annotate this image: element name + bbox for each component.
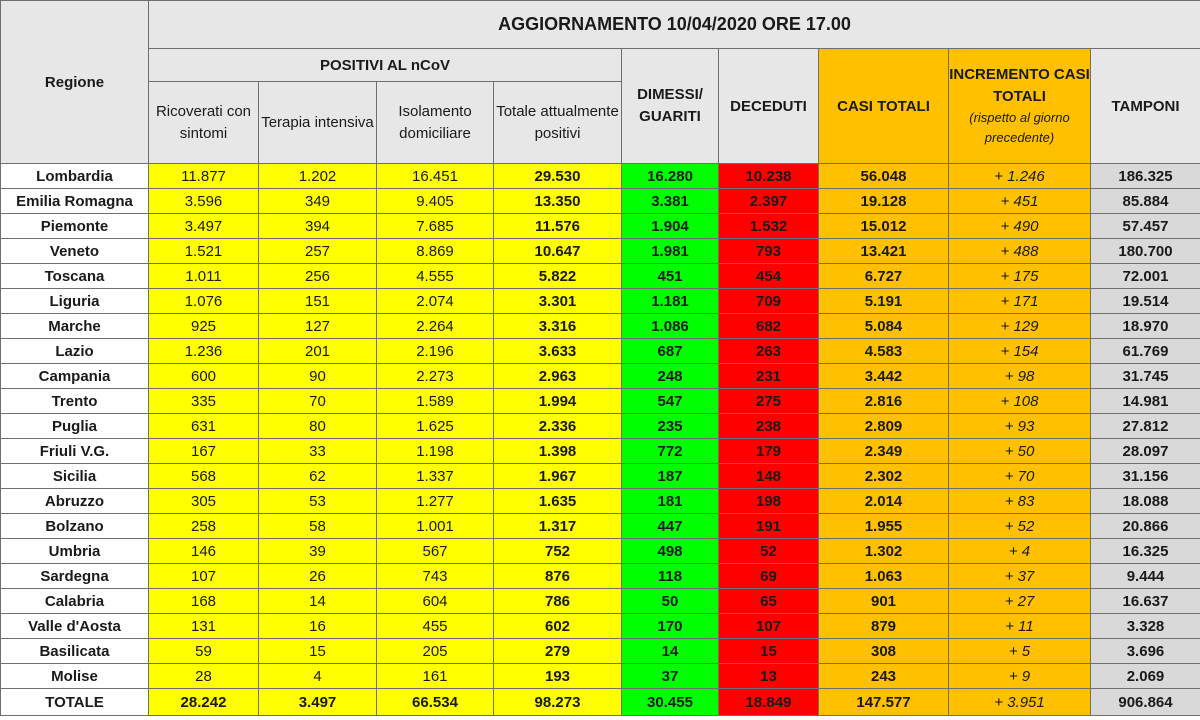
positivi-cell: 5.822 bbox=[494, 264, 622, 289]
table-row bbox=[1, 514, 1200, 539]
header-casi-totali: CASI TOTALI bbox=[819, 49, 949, 164]
dimessi-cell: 14 bbox=[622, 639, 719, 664]
table-row bbox=[1, 364, 1200, 389]
ricoverati-cell: 3.596 bbox=[149, 189, 259, 214]
incremento-cell: + 451 bbox=[949, 189, 1091, 214]
casi-totali-cell: 56.048 bbox=[819, 164, 949, 189]
ricoverati-cell: 59 bbox=[149, 639, 259, 664]
header-incremento-note: (rispetto al giorno precedente) bbox=[969, 110, 1070, 145]
ricoverati-cell: 146 bbox=[149, 539, 259, 564]
terapia-cell: 62 bbox=[259, 464, 377, 489]
dimessi-cell: 37 bbox=[622, 664, 719, 689]
terapia-cell: 3.497 bbox=[259, 689, 377, 716]
table-row bbox=[1, 289, 1200, 314]
tamponi-cell: 180.700 bbox=[1091, 239, 1200, 264]
table-row bbox=[1, 664, 1200, 689]
dimessi-cell: 547 bbox=[622, 389, 719, 414]
table-body bbox=[1, 164, 1200, 716]
terapia-cell: 16 bbox=[259, 614, 377, 639]
tamponi-cell: 61.769 bbox=[1091, 339, 1200, 364]
dimessi-cell: 30.455 bbox=[622, 689, 719, 716]
deceduti-cell: 1.532 bbox=[719, 214, 819, 239]
incremento-cell: + 4 bbox=[949, 539, 1091, 564]
positivi-cell: 3.301 bbox=[494, 289, 622, 314]
ricoverati-cell: 168 bbox=[149, 589, 259, 614]
casi-totali-cell: 879 bbox=[819, 614, 949, 639]
casi-totali-cell: 1.302 bbox=[819, 539, 949, 564]
tamponi-cell: 72.001 bbox=[1091, 264, 1200, 289]
table-row bbox=[1, 164, 1200, 189]
deceduti-cell: 793 bbox=[719, 239, 819, 264]
terapia-cell: 257 bbox=[259, 239, 377, 264]
incremento-cell: + 98 bbox=[949, 364, 1091, 389]
header-isolamento: Isolamento domiciliare bbox=[377, 82, 494, 164]
deceduti-cell: 10.238 bbox=[719, 164, 819, 189]
deceduti-cell: 107 bbox=[719, 614, 819, 639]
casi-totali-cell: 4.583 bbox=[819, 339, 949, 364]
incremento-cell: + 27 bbox=[949, 589, 1091, 614]
table-row bbox=[1, 264, 1200, 289]
table-row bbox=[1, 189, 1200, 214]
region-cell: Molise bbox=[1, 664, 149, 689]
terapia-cell: 39 bbox=[259, 539, 377, 564]
tamponi-cell: 28.097 bbox=[1091, 439, 1200, 464]
deceduti-cell: 263 bbox=[719, 339, 819, 364]
ricoverati-cell: 107 bbox=[149, 564, 259, 589]
incremento-cell: + 1.246 bbox=[949, 164, 1091, 189]
terapia-cell: 14 bbox=[259, 589, 377, 614]
terapia-cell: 127 bbox=[259, 314, 377, 339]
dimessi-cell: 3.381 bbox=[622, 189, 719, 214]
ricoverati-cell: 600 bbox=[149, 364, 259, 389]
header-ricoverati: Ricoverati con sintomi bbox=[149, 82, 259, 164]
deceduti-cell: 148 bbox=[719, 464, 819, 489]
incremento-cell: + 129 bbox=[949, 314, 1091, 339]
region-cell: Liguria bbox=[1, 289, 149, 314]
casi-totali-cell: 3.442 bbox=[819, 364, 949, 389]
isolamento-cell: 1.277 bbox=[377, 489, 494, 514]
region-cell: Friuli V.G. bbox=[1, 439, 149, 464]
tamponi-cell: 85.884 bbox=[1091, 189, 1200, 214]
header-positivi-group: POSITIVI AL nCoV bbox=[149, 49, 622, 82]
casi-totali-cell: 5.191 bbox=[819, 289, 949, 314]
region-cell: Abruzzo bbox=[1, 489, 149, 514]
terapia-cell: 15 bbox=[259, 639, 377, 664]
ricoverati-cell: 925 bbox=[149, 314, 259, 339]
isolamento-cell: 16.451 bbox=[377, 164, 494, 189]
positivi-cell: 1.317 bbox=[494, 514, 622, 539]
dimessi-cell: 50 bbox=[622, 589, 719, 614]
region-cell: Basilicata bbox=[1, 639, 149, 664]
header-tamponi: TAMPONI bbox=[1091, 49, 1200, 164]
deceduti-cell: 15 bbox=[719, 639, 819, 664]
incremento-cell: + 175 bbox=[949, 264, 1091, 289]
tamponi-cell: 2.069 bbox=[1091, 664, 1200, 689]
deceduti-cell: 238 bbox=[719, 414, 819, 439]
total-row bbox=[1, 689, 1200, 716]
casi-totali-cell: 19.128 bbox=[819, 189, 949, 214]
ricoverati-cell: 28.242 bbox=[149, 689, 259, 716]
tamponi-cell: 3.328 bbox=[1091, 614, 1200, 639]
positivi-cell: 602 bbox=[494, 614, 622, 639]
ricoverati-cell: 1.076 bbox=[149, 289, 259, 314]
positivi-cell: 98.273 bbox=[494, 689, 622, 716]
isolamento-cell: 1.589 bbox=[377, 389, 494, 414]
ricoverati-cell: 167 bbox=[149, 439, 259, 464]
deceduti-cell: 709 bbox=[719, 289, 819, 314]
incremento-cell: + 11 bbox=[949, 614, 1091, 639]
incremento-cell: + 9 bbox=[949, 664, 1091, 689]
isolamento-cell: 205 bbox=[377, 639, 494, 664]
positivi-cell: 876 bbox=[494, 564, 622, 589]
isolamento-cell: 567 bbox=[377, 539, 494, 564]
isolamento-cell: 2.273 bbox=[377, 364, 494, 389]
header-totale-positivi: Totale attualmente positivi bbox=[494, 82, 622, 164]
deceduti-cell: 275 bbox=[719, 389, 819, 414]
incremento-cell: + 488 bbox=[949, 239, 1091, 264]
terapia-cell: 349 bbox=[259, 189, 377, 214]
casi-totali-cell: 2.349 bbox=[819, 439, 949, 464]
terapia-cell: 90 bbox=[259, 364, 377, 389]
casi-totali-cell: 1.063 bbox=[819, 564, 949, 589]
ricoverati-cell: 28 bbox=[149, 664, 259, 689]
dimessi-cell: 1.904 bbox=[622, 214, 719, 239]
tamponi-cell: 18.088 bbox=[1091, 489, 1200, 514]
incremento-cell: + 154 bbox=[949, 339, 1091, 364]
ricoverati-cell: 305 bbox=[149, 489, 259, 514]
table-row bbox=[1, 539, 1200, 564]
incremento-cell: + 490 bbox=[949, 214, 1091, 239]
table-row bbox=[1, 239, 1200, 264]
casi-totali-cell: 2.014 bbox=[819, 489, 949, 514]
casi-totali-cell: 901 bbox=[819, 589, 949, 614]
header-dimessi: DIMESSI/ GUARITI bbox=[622, 49, 719, 164]
casi-totali-cell: 2.302 bbox=[819, 464, 949, 489]
table-row bbox=[1, 439, 1200, 464]
isolamento-cell: 1.625 bbox=[377, 414, 494, 439]
dimessi-cell: 772 bbox=[622, 439, 719, 464]
casi-totali-cell: 5.084 bbox=[819, 314, 949, 339]
header-terapia: Terapia intensiva bbox=[259, 82, 377, 164]
ricoverati-cell: 3.497 bbox=[149, 214, 259, 239]
isolamento-cell: 604 bbox=[377, 589, 494, 614]
isolamento-cell: 455 bbox=[377, 614, 494, 639]
tamponi-cell: 19.514 bbox=[1091, 289, 1200, 314]
dimessi-cell: 498 bbox=[622, 539, 719, 564]
table-row bbox=[1, 314, 1200, 339]
casi-totali-cell: 308 bbox=[819, 639, 949, 664]
table-row bbox=[1, 389, 1200, 414]
dimessi-cell: 1.181 bbox=[622, 289, 719, 314]
casi-totali-cell: 2.816 bbox=[819, 389, 949, 414]
table-row bbox=[1, 639, 1200, 664]
region-cell: Lazio bbox=[1, 339, 149, 364]
deceduti-cell: 179 bbox=[719, 439, 819, 464]
positivi-cell: 279 bbox=[494, 639, 622, 664]
isolamento-cell: 743 bbox=[377, 564, 494, 589]
incremento-cell: + 108 bbox=[949, 389, 1091, 414]
isolamento-cell: 8.869 bbox=[377, 239, 494, 264]
table-row bbox=[1, 489, 1200, 514]
deceduti-cell: 454 bbox=[719, 264, 819, 289]
isolamento-cell: 1.337 bbox=[377, 464, 494, 489]
table-row bbox=[1, 339, 1200, 364]
ricoverati-cell: 631 bbox=[149, 414, 259, 439]
positivi-cell: 29.530 bbox=[494, 164, 622, 189]
positivi-cell: 13.350 bbox=[494, 189, 622, 214]
incremento-cell: + 50 bbox=[949, 439, 1091, 464]
dimessi-cell: 248 bbox=[622, 364, 719, 389]
isolamento-cell: 7.685 bbox=[377, 214, 494, 239]
positivi-cell: 10.647 bbox=[494, 239, 622, 264]
positivi-cell: 1.967 bbox=[494, 464, 622, 489]
isolamento-cell: 4.555 bbox=[377, 264, 494, 289]
region-cell: Calabria bbox=[1, 589, 149, 614]
dimessi-cell: 118 bbox=[622, 564, 719, 589]
terapia-cell: 1.202 bbox=[259, 164, 377, 189]
deceduti-cell: 52 bbox=[719, 539, 819, 564]
region-cell: Puglia bbox=[1, 414, 149, 439]
incremento-cell: + 171 bbox=[949, 289, 1091, 314]
tamponi-cell: 9.444 bbox=[1091, 564, 1200, 589]
casi-totali-cell: 15.012 bbox=[819, 214, 949, 239]
dimessi-cell: 170 bbox=[622, 614, 719, 639]
positivi-cell: 786 bbox=[494, 589, 622, 614]
positivi-cell: 1.635 bbox=[494, 489, 622, 514]
terapia-cell: 151 bbox=[259, 289, 377, 314]
casi-totali-cell: 1.955 bbox=[819, 514, 949, 539]
ricoverati-cell: 1.011 bbox=[149, 264, 259, 289]
terapia-cell: 256 bbox=[259, 264, 377, 289]
terapia-cell: 26 bbox=[259, 564, 377, 589]
region-cell: Bolzano bbox=[1, 514, 149, 539]
casi-totali-cell: 243 bbox=[819, 664, 949, 689]
region-cell: Piemonte bbox=[1, 214, 149, 239]
region-cell: Sicilia bbox=[1, 464, 149, 489]
ricoverati-cell: 258 bbox=[149, 514, 259, 539]
deceduti-cell: 65 bbox=[719, 589, 819, 614]
ricoverati-cell: 1.521 bbox=[149, 239, 259, 264]
positivi-cell: 1.398 bbox=[494, 439, 622, 464]
isolamento-cell: 1.198 bbox=[377, 439, 494, 464]
incremento-cell: + 83 bbox=[949, 489, 1091, 514]
terapia-cell: 394 bbox=[259, 214, 377, 239]
casi-totali-cell: 147.577 bbox=[819, 689, 949, 716]
casi-totali-cell: 13.421 bbox=[819, 239, 949, 264]
deceduti-cell: 682 bbox=[719, 314, 819, 339]
dimessi-cell: 187 bbox=[622, 464, 719, 489]
region-cell: Sardegna bbox=[1, 564, 149, 589]
ricoverati-cell: 1.236 bbox=[149, 339, 259, 364]
tamponi-cell: 27.812 bbox=[1091, 414, 1200, 439]
incremento-cell: + 52 bbox=[949, 514, 1091, 539]
header-incremento-label: INCREMENTO CASI TOTALI bbox=[949, 66, 1090, 105]
positivi-cell: 193 bbox=[494, 664, 622, 689]
terapia-cell: 80 bbox=[259, 414, 377, 439]
incremento-cell: + 37 bbox=[949, 564, 1091, 589]
tamponi-cell: 18.970 bbox=[1091, 314, 1200, 339]
region-cell: TOTALE bbox=[1, 689, 149, 716]
tamponi-cell: 906.864 bbox=[1091, 689, 1200, 716]
header-deceduti: DECEDUTI bbox=[719, 49, 819, 164]
region-cell: Lombardia bbox=[1, 164, 149, 189]
table-row bbox=[1, 564, 1200, 589]
tamponi-cell: 16.637 bbox=[1091, 589, 1200, 614]
tamponi-cell: 31.156 bbox=[1091, 464, 1200, 489]
positivi-cell: 3.316 bbox=[494, 314, 622, 339]
tamponi-cell: 14.981 bbox=[1091, 389, 1200, 414]
dimessi-cell: 1.981 bbox=[622, 239, 719, 264]
ricoverati-cell: 11.877 bbox=[149, 164, 259, 189]
table-row bbox=[1, 614, 1200, 639]
positivi-cell: 752 bbox=[494, 539, 622, 564]
region-cell: Toscana bbox=[1, 264, 149, 289]
deceduti-cell: 231 bbox=[719, 364, 819, 389]
page-title: AGGIORNAMENTO 10/04/2020 ORE 17.00 bbox=[149, 1, 1200, 49]
header-regione: Regione bbox=[1, 1, 149, 164]
region-cell: Marche bbox=[1, 314, 149, 339]
isolamento-cell: 9.405 bbox=[377, 189, 494, 214]
deceduti-cell: 69 bbox=[719, 564, 819, 589]
ricoverati-cell: 335 bbox=[149, 389, 259, 414]
ricoverati-cell: 131 bbox=[149, 614, 259, 639]
deceduti-cell: 13 bbox=[719, 664, 819, 689]
isolamento-cell: 2.074 bbox=[377, 289, 494, 314]
region-cell: Emilia Romagna bbox=[1, 189, 149, 214]
casi-totali-cell: 2.809 bbox=[819, 414, 949, 439]
tamponi-cell: 16.325 bbox=[1091, 539, 1200, 564]
ricoverati-cell: 568 bbox=[149, 464, 259, 489]
incremento-cell: + 93 bbox=[949, 414, 1091, 439]
dimessi-cell: 181 bbox=[622, 489, 719, 514]
terapia-cell: 58 bbox=[259, 514, 377, 539]
tamponi-cell: 57.457 bbox=[1091, 214, 1200, 239]
region-cell: Umbria bbox=[1, 539, 149, 564]
positivi-cell: 3.633 bbox=[494, 339, 622, 364]
tamponi-cell: 3.696 bbox=[1091, 639, 1200, 664]
terapia-cell: 201 bbox=[259, 339, 377, 364]
positivi-cell: 2.963 bbox=[494, 364, 622, 389]
positivi-cell: 1.994 bbox=[494, 389, 622, 414]
terapia-cell: 70 bbox=[259, 389, 377, 414]
dimessi-cell: 687 bbox=[622, 339, 719, 364]
casi-totali-cell: 6.727 bbox=[819, 264, 949, 289]
isolamento-cell: 2.196 bbox=[377, 339, 494, 364]
tamponi-cell: 186.325 bbox=[1091, 164, 1200, 189]
positivi-cell: 11.576 bbox=[494, 214, 622, 239]
dimessi-cell: 1.086 bbox=[622, 314, 719, 339]
terapia-cell: 4 bbox=[259, 664, 377, 689]
dimessi-cell: 447 bbox=[622, 514, 719, 539]
deceduti-cell: 18.849 bbox=[719, 689, 819, 716]
isolamento-cell: 2.264 bbox=[377, 314, 494, 339]
header-incremento bbox=[949, 49, 1091, 164]
tamponi-cell: 31.745 bbox=[1091, 364, 1200, 389]
terapia-cell: 53 bbox=[259, 489, 377, 514]
dimessi-cell: 451 bbox=[622, 264, 719, 289]
isolamento-cell: 66.534 bbox=[377, 689, 494, 716]
deceduti-cell: 2.397 bbox=[719, 189, 819, 214]
region-cell: Veneto bbox=[1, 239, 149, 264]
region-cell: Campania bbox=[1, 364, 149, 389]
isolamento-cell: 161 bbox=[377, 664, 494, 689]
table-row bbox=[1, 214, 1200, 239]
incremento-cell: + 70 bbox=[949, 464, 1091, 489]
deceduti-cell: 191 bbox=[719, 514, 819, 539]
table-row bbox=[1, 464, 1200, 489]
incremento-cell: + 5 bbox=[949, 639, 1091, 664]
deceduti-cell: 198 bbox=[719, 489, 819, 514]
tamponi-cell: 20.866 bbox=[1091, 514, 1200, 539]
table-row bbox=[1, 414, 1200, 439]
region-cell: Trento bbox=[1, 389, 149, 414]
dimessi-cell: 235 bbox=[622, 414, 719, 439]
terapia-cell: 33 bbox=[259, 439, 377, 464]
isolamento-cell: 1.001 bbox=[377, 514, 494, 539]
region-cell: Valle d'Aosta bbox=[1, 614, 149, 639]
dimessi-cell: 16.280 bbox=[622, 164, 719, 189]
table-row bbox=[1, 589, 1200, 614]
incremento-cell: + 3.951 bbox=[949, 689, 1091, 716]
positivi-cell: 2.336 bbox=[494, 414, 622, 439]
